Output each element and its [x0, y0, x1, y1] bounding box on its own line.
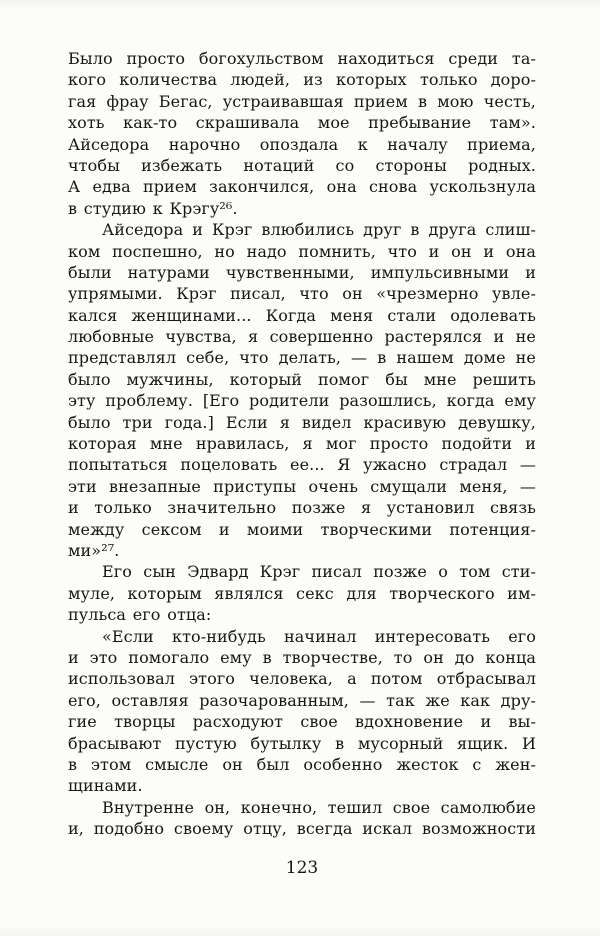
text-line: эти внезапные приступы очень смущали меня, —	[68, 476, 536, 496]
text-line: кался женщинами... Когда меня стали одолевать	[68, 305, 536, 325]
text-line: были натурами чувственными, импульсивными и	[68, 262, 536, 282]
text-line: муле, которым являлся секс для творческого им-	[68, 583, 536, 603]
text-line: Его сын Эдвард Крэг писал позже о том сти-	[102, 562, 536, 582]
text-block	[68, 48, 536, 839]
text-line: Айседора и Крэг влюбились друг в друга слиш-	[102, 220, 536, 240]
text-line: хоть как-то скрашивала мое пребывание там».	[68, 113, 536, 133]
text-line: щинами.	[68, 776, 143, 796]
text-line: между сексом и моими творческими потенция-	[68, 519, 536, 539]
text-line: было три года.] Если я видел красивую девушку,	[68, 412, 536, 432]
text-line: эту проблему. [Его родители разошлись, когда ему	[68, 391, 536, 411]
text-line: Было просто богохульством находиться среди та-	[68, 49, 536, 68]
text-line: Внутренне он, конечно, тешил свое самолюбие	[102, 797, 536, 817]
text-line: и это помогало ему в творчестве, то он до конца	[68, 647, 536, 667]
text-line: и только значительно позже я установил связь	[68, 498, 536, 518]
paragraph	[68, 219, 536, 561]
text-line: в студию к Крэгу²⁶.	[68, 198, 238, 218]
paragraph	[68, 626, 536, 797]
text-line: его, оставляя разочарованным, — так же как дру-	[68, 690, 536, 710]
text-line: гие творцы расходуют свое вдохновение и вы-	[68, 712, 536, 732]
text-line: кого количества людей, из которых только доро-	[68, 70, 536, 90]
text-line: брасывают пустую бутылку в мусорный ящик. И	[68, 733, 536, 753]
text-line: попытаться поцеловать ее... Я ужасно страдал —	[68, 455, 536, 475]
paragraph	[68, 797, 536, 840]
text-line: А едва прием закончился, она снова ускользнула	[68, 177, 536, 197]
text-line: гая фрау Бегас, устраивавшая прием в мою честь,	[68, 91, 536, 111]
text-line: любовные чувства, я совершенно растерялся и не	[68, 327, 536, 347]
paragraph	[68, 561, 536, 625]
text-line: и, подобно своему отцу, всегда искал возможности	[68, 819, 536, 839]
text-line: ком поспешно, но надо помнить, что и он и она	[68, 241, 536, 261]
text-line: пульса его отца:	[68, 605, 212, 625]
text-line: упрямыми. Крэг писал, что он «чрезмерно увле-	[68, 284, 536, 304]
paragraph	[68, 48, 536, 219]
text-line: чтобы избежать нотаций со стороны родных.	[68, 155, 536, 175]
text-line: в этом смысле он был особенно жесток с жен-	[68, 754, 536, 774]
text-line: которая мне нравилась, я мог просто подойти и	[68, 434, 536, 454]
text-line: представлял себе, что делать, — в нашем доме не	[68, 348, 536, 368]
text-line: «Если кто-нибудь начинал интересовать его	[102, 626, 536, 646]
text-line: было мужчины, который помог бы мне решить	[68, 369, 536, 389]
text-line: Айседора нарочно опоздала к началу приема,	[68, 134, 536, 154]
page-number: 123	[285, 858, 319, 879]
text-line: использовал этого человека, а потом отбрасывал	[68, 669, 536, 689]
text-line: ми»²⁷.	[68, 540, 120, 560]
